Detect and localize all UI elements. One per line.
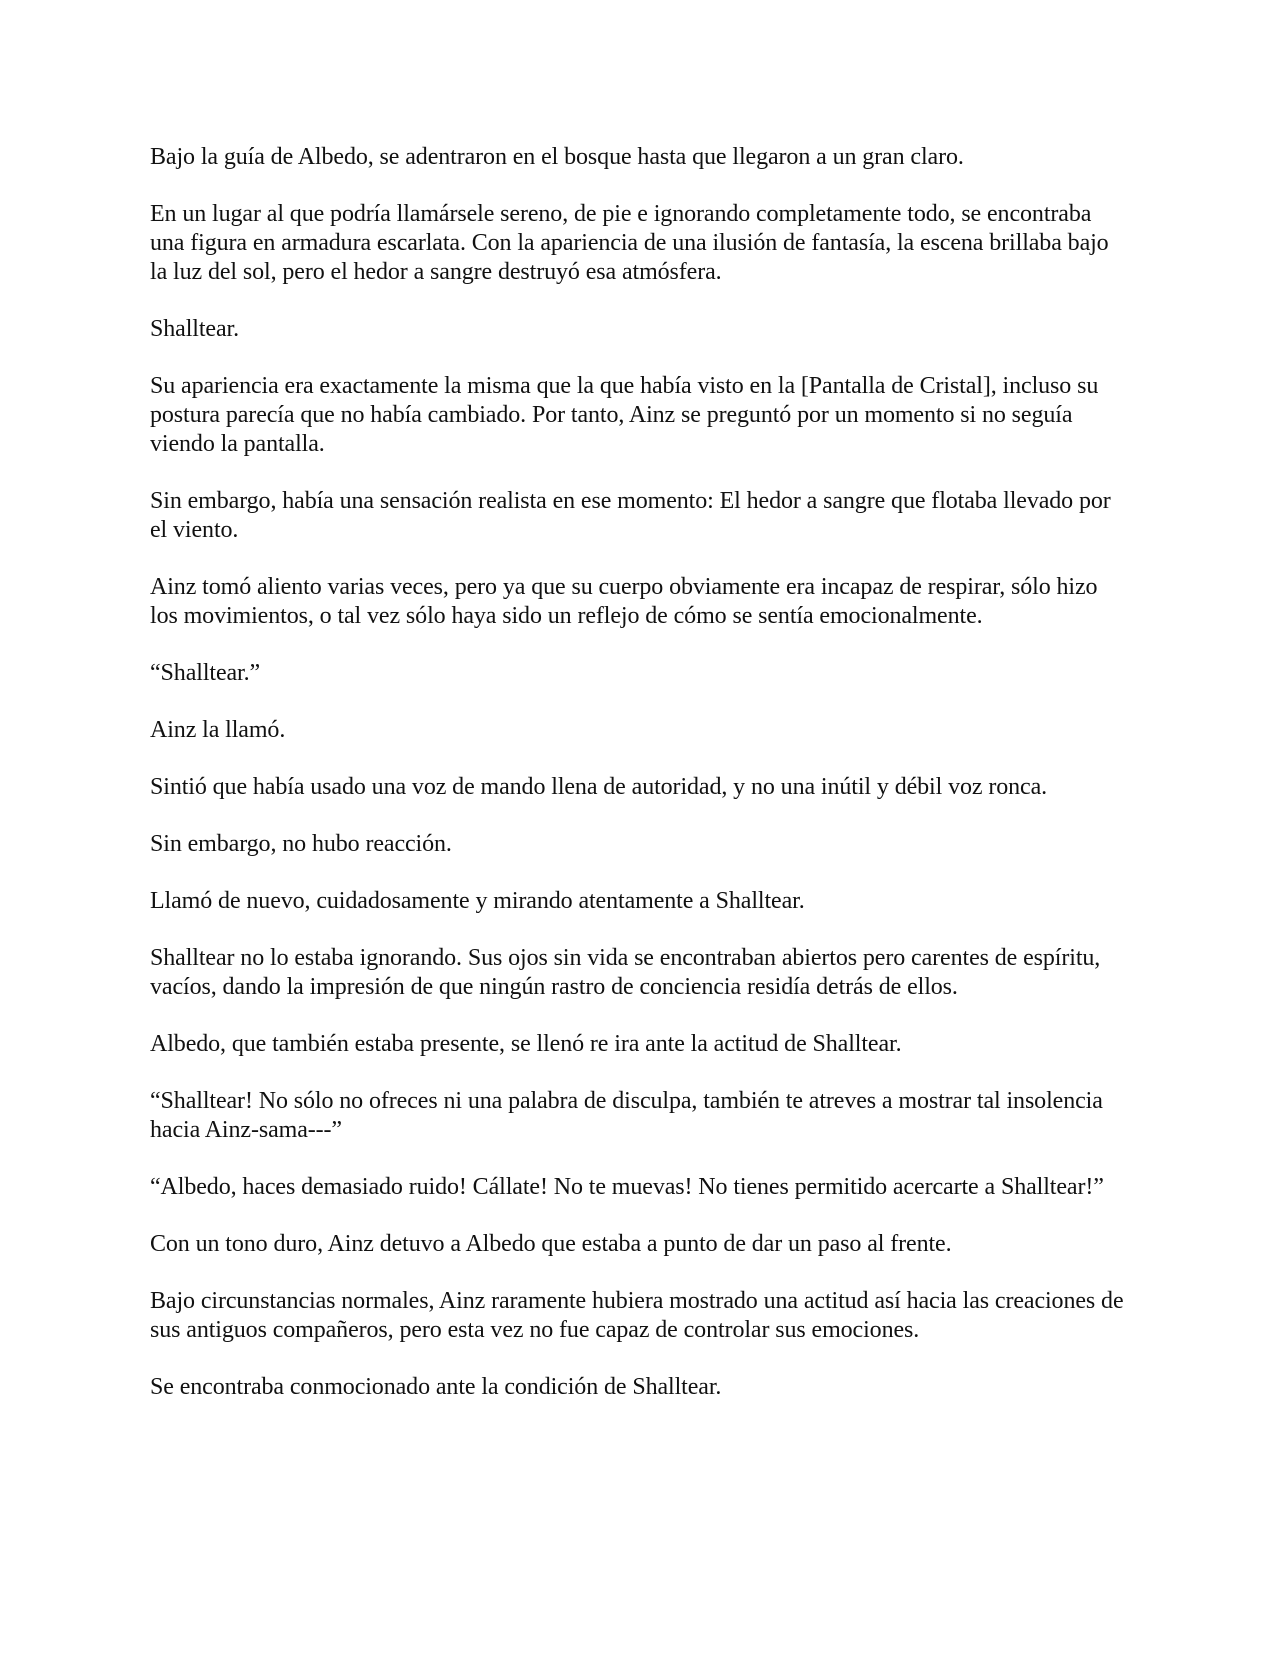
paragraph-15: “Albedo, haces demasiado ruido! Cállate! No te muevas! No tienes permitido acercarte a Shalltear!”: [150, 1174, 1104, 1200]
paragraph-2: En un lugar al que podría llamársele sereno, de pie e ignorando completamente todo, se encontraba una figura en armadura escarlata. Con la apariencia de una ilusión de fantasía, la escena brillaba bajo la luz del sol, pero el hedor a sangre destruyó esa atmósfera.: [150, 201, 1109, 285]
paragraph-1: Bajo la guía de Albedo, se adentraron en el bosque hasta que llegaron a un gran claro.: [150, 144, 964, 170]
paragraph-11: Llamó de nuevo, cuidadosamente y mirando atentamente a Shalltear.: [150, 888, 805, 914]
paragraph-10: Sin embargo, no hubo reacción.: [150, 831, 452, 857]
paragraph-9: Sintió que había usado una voz de mando llena de autoridad, y no una inútil y débil voz ronca.: [150, 774, 1048, 800]
document-body: [150, 143, 1130, 1402]
paragraph-16: Con un tono duro, Ainz detuvo a Albedo que estaba a punto de dar un paso al frente.: [150, 1231, 952, 1257]
paragraph-17: Bajo circunstancias normales, Ainz raramente hubiera mostrado una actitud así hacia las creaciones de sus antiguos compañeros, pero esta vez no fue capaz de controlar sus emociones.: [150, 1288, 1124, 1343]
paragraph-7: “Shalltear.”: [150, 660, 261, 686]
paragraph-13: Albedo, que también estaba presente, se llenó re ira ante la actitud de Shalltear.: [150, 1031, 902, 1057]
paragraph-18: Se encontraba conmocionado ante la condición de Shalltear.: [150, 1374, 722, 1400]
paragraph-12: Shalltear no lo estaba ignorando. Sus ojos sin vida se encontraban abiertos pero carentes de espíritu, vacíos, dando la impresión de que ningún rastro de conciencia residía detrás de ellos.: [150, 945, 1101, 1000]
paragraph-3: Shalltear.: [150, 316, 239, 342]
paragraph-8: Ainz la llamó.: [150, 717, 286, 743]
paragraph-5: Sin embargo, había una sensación realista en ese momento: El hedor a sangre que flotaba llevado por el viento.: [150, 488, 1111, 543]
paragraph-14: “Shalltear! No sólo no ofreces ni una palabra de disculpa, también te atreves a mostrar tal insolencia hacia Ainz-sama---”: [150, 1088, 1103, 1143]
paragraph-6: Ainz tomó aliento varias veces, pero ya que su cuerpo obviamente era incapaz de respirar, sólo hizo los movimientos, o tal vez sólo haya sido un reflejo de cómo se sentía emocionalmente.: [150, 574, 1098, 629]
paragraph-4: Su apariencia era exactamente la misma que la que había visto en la [Pantalla de Cristal], incluso su postura parecía que no había cambiado. Por tanto, Ainz se preguntó por un momento si no seguía viendo la pantalla.: [150, 373, 1099, 457]
